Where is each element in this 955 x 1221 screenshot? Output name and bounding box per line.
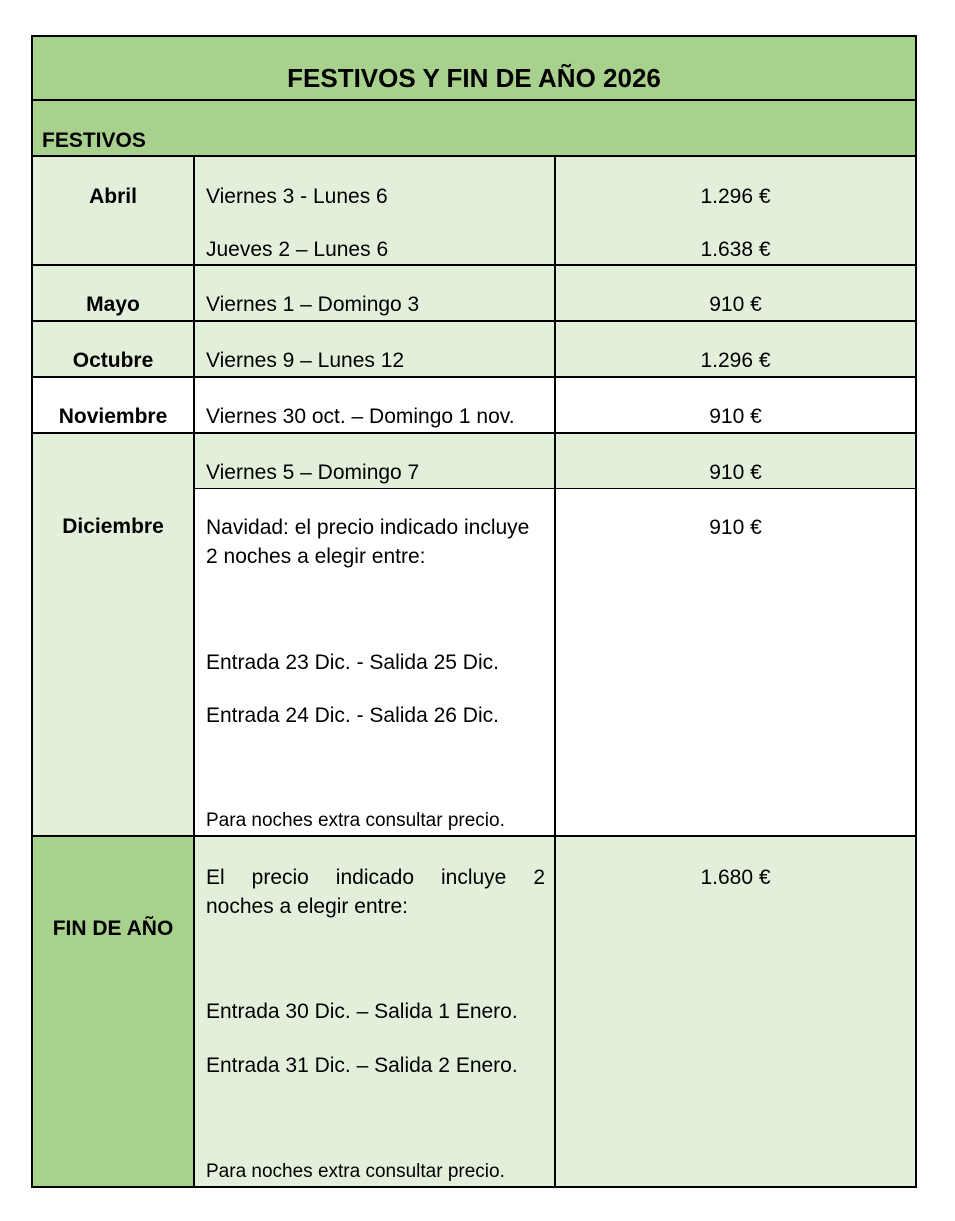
row-fin-de-ano <box>33 835 915 1186</box>
row-mayo <box>33 264 915 322</box>
month-mayo: Mayo <box>86 293 140 316</box>
festivos-header-row <box>33 99 915 157</box>
row-diciembre <box>33 432 915 837</box>
navidad-note: Para noches extra consultar precio. <box>206 810 505 831</box>
fin-de-ano-intro-line2: noches a elegir entre: <box>206 895 408 918</box>
festivos-heading: FESTIVOS <box>42 129 146 152</box>
mayo-dates: Viernes 1 – Domingo 3 <box>206 293 420 316</box>
fin-de-ano-note: Para noches extra consultar precio. <box>206 1161 505 1182</box>
row-noviembre <box>33 376 915 434</box>
month-diciembre: Diciembre <box>62 515 164 538</box>
navidad-intro-line1: Navidad: el precio indicado incluye <box>206 516 530 539</box>
abril-dates-1: Viernes 3 - Lunes 6 <box>206 185 388 208</box>
fin-de-ano-option-2: Entrada 31 Dic. – Salida 2 Enero. <box>206 1054 518 1077</box>
fin-de-ano-intro-line1: El precio indicado incluye 2 <box>206 866 545 889</box>
diciembre-dates-1: Viernes 5 – Domingo 7 <box>206 461 420 484</box>
abril-price-1: 1.296 € <box>700 185 771 208</box>
fin-de-ano-option-1: Entrada 30 Dic. – Salida 1 Enero. <box>206 1000 518 1023</box>
navidad-intro-line2: 2 noches a elegir entre: <box>206 545 426 568</box>
abril-price-2: 1.638 € <box>700 238 771 261</box>
navidad-option-2: Entrada 24 Dic. - Salida 26 Dic. <box>206 704 499 727</box>
title-row <box>33 37 915 101</box>
month-fin-de-ano: FIN DE AÑO <box>52 917 174 940</box>
noviembre-dates: Viernes 30 oct. – Domingo 1 nov. <box>206 405 515 428</box>
month-abril: Abril <box>89 185 137 208</box>
fin-de-ano-price: 1.680 € <box>700 866 771 889</box>
mayo-price: 910 € <box>709 293 762 316</box>
pricing-table <box>31 35 917 1188</box>
octubre-price: 1.296 € <box>700 349 771 372</box>
page-title: FESTIVOS Y FIN DE AÑO 2026 <box>287 63 661 93</box>
row-octubre <box>33 320 915 378</box>
month-octubre: Octubre <box>72 349 154 372</box>
navidad-price: 910 € <box>709 516 762 539</box>
row-abril <box>33 155 915 266</box>
noviembre-price: 910 € <box>709 405 762 428</box>
abril-dates-2: Jueves 2 – Lunes 6 <box>206 238 389 261</box>
navidad-option-1: Entrada 23 Dic. - Salida 25 Dic. <box>206 651 499 674</box>
octubre-dates: Viernes 9 – Lunes 12 <box>206 349 405 372</box>
diciembre-price-1: 910 € <box>709 461 762 484</box>
month-noviembre: Noviembre <box>58 405 168 428</box>
